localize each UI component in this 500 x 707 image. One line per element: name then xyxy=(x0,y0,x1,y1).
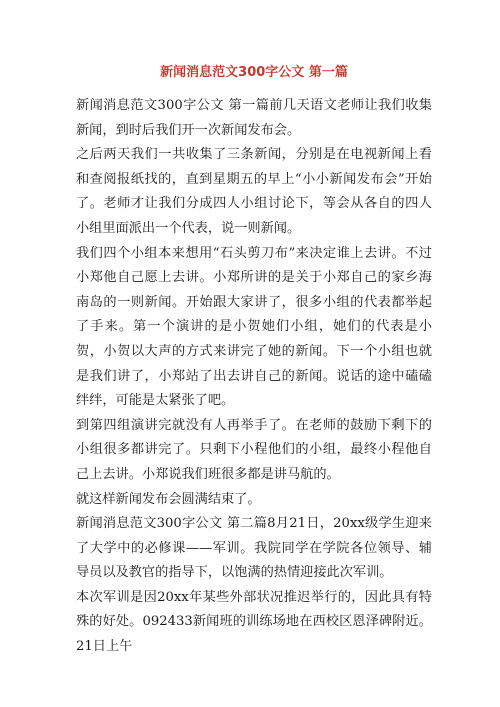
paragraph-6: 新闻消息范文300字公文 第二篇8月21日，20xx级学生迎来了大学中的必修课——军训。我院同学在学院各位领导、辅导员以及教官的指导下，以饱满的热情迎接此次军训。 xyxy=(76,516,432,581)
document-title: 新闻消息范文300字公文 第一篇 xyxy=(160,65,348,80)
paragraph-4: 到第四组演讲完就没有人再举手了。在老师的鼓励下剩下的小组很多都讲完了。只剩下小程他们的小组，最终小程他自己上去讲。小郑说我们班很多都是讲马航的。 xyxy=(76,417,432,482)
paragraph-7: 本次军训是因20xx年某些外部状况推迟举行的，因此具有特殊的好处。092433新闻班的训练场地在西校区恩泽碑附近。21日上午 xyxy=(76,589,432,655)
paragraph-3: 我们四个小组本来想用“石头剪刀布”来决定谁上去讲。不过小郑他自己愿上去讲。小郑所讲的是关于小郑自己的家乡海南岛的一则新闻。开始跟大家讲了，很多小组的代表都举起了手来。第一个演讲的是小贺她们小组，她们的代表是小贺，小贺以大声的方式来讲完了她的新闻。下一个小组也就是我们讲了，小郑站了出去讲自己的新闻。说话的途中磕磕绊绊，可能是太紧张了吧。 xyxy=(76,245,432,409)
paragraph-1: 新闻消息范文300字公文 第一篇前几天语文老师让我们收集新闻，到时后我们开一次新闻发布会。 xyxy=(76,98,432,138)
paragraph-5: 就这样新闻发布会圆满结束了。 xyxy=(76,491,261,507)
paragraph-2: 之后两天我们一共收集了三条新闻，分别是在电视新闻上看和查阅报纸找的，直到星期五的早上“小小新闻发布会”开始了。老师才让我们分成四人小组讨论下，等会从各自的四人小组里面派出一个代表，说一则新闻。 xyxy=(76,147,432,236)
